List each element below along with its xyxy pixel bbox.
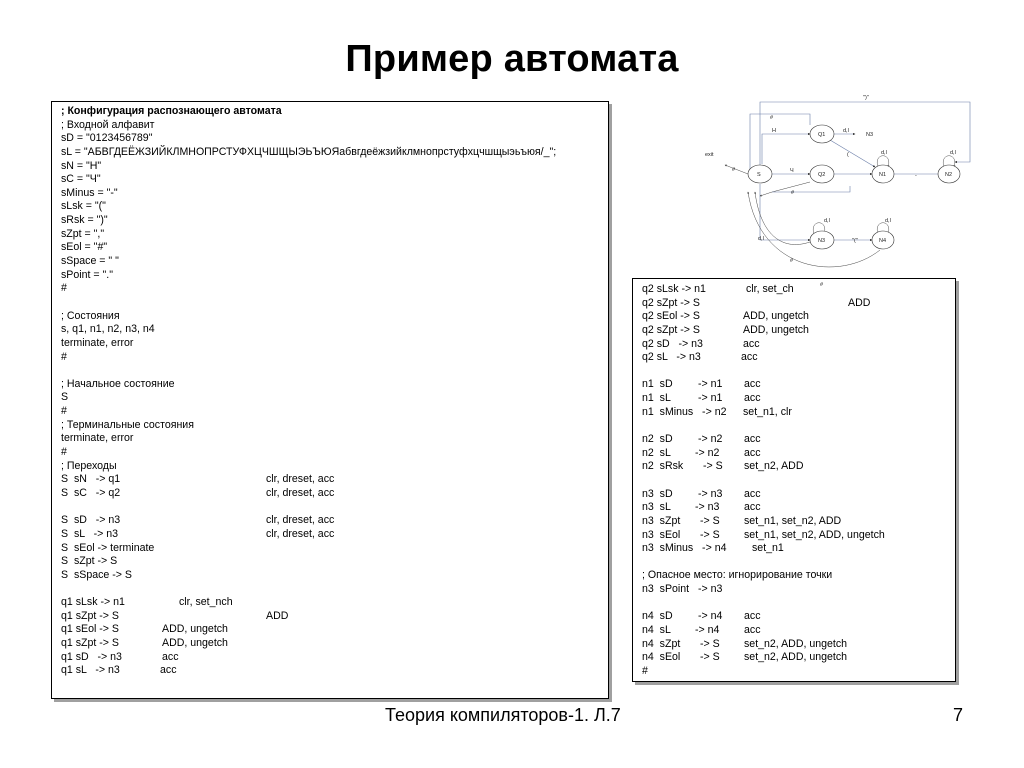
code-line: [61, 623, 556, 637]
code-text: q1 sZpt -> S: [61, 609, 119, 622]
code-text: q2 sLsk -> n1: [642, 283, 706, 295]
code-column-text: acc: [744, 392, 761, 405]
code-column-text: acc: [744, 446, 761, 459]
code-text: sRsk = ")": [61, 214, 108, 227]
code-text: sPoint = ".": [61, 268, 113, 281]
code-text: ; Переходы: [61, 459, 117, 472]
code-blank-line: [61, 364, 556, 378]
svg-text:#: #: [791, 190, 795, 196]
code-line: [642, 392, 832, 406]
svg-text:")": ")": [863, 95, 869, 101]
code-text: n1 sMinus -> n2: [642, 405, 727, 418]
code-line: [61, 651, 556, 665]
code-line: [642, 637, 848, 652]
config-code-panel: [51, 101, 609, 699]
code-column-text: -> n1: [698, 378, 723, 391]
code-line: [61, 132, 556, 146]
svg-text:d,l: d,l: [824, 218, 830, 224]
code-line: [61, 337, 556, 351]
slide-title: Пример автомата: [345, 38, 679, 80]
state-n1: [872, 165, 894, 183]
code-text: q2 sEol -> S: [642, 310, 701, 323]
code-column-text: acc: [744, 624, 761, 637]
code-column-text: -> n3: [698, 487, 723, 500]
code-column-text: ADD, ungetch: [162, 623, 228, 636]
code-text: S sD -> n3: [61, 514, 121, 527]
code-column-text: ADD, ungetch: [743, 323, 809, 336]
code-text: ; Входной алфавит: [61, 118, 155, 131]
state-q1: [810, 125, 834, 143]
code-text: ; Начальное состояние: [61, 377, 175, 390]
code-line: [61, 542, 556, 556]
code-text: sC = "Ч": [61, 173, 101, 186]
code-line: [61, 446, 556, 460]
code-text: q2 sZpt -> S: [642, 296, 700, 309]
code-text: #: [642, 664, 648, 677]
svg-text:#: #: [732, 167, 736, 173]
code-line: [61, 664, 556, 678]
code-line: [642, 296, 871, 311]
code-column-text: -> n3: [695, 501, 720, 514]
code-line: [61, 323, 556, 337]
code-text: S sL -> n3: [61, 527, 119, 540]
code-text: S sN -> q1: [61, 473, 121, 486]
code-line: [642, 610, 832, 624]
code-line: [61, 255, 556, 269]
svg-text:#: #: [820, 282, 824, 288]
code-column-text: -> S: [700, 651, 720, 664]
code-text: n3 sL: [642, 501, 671, 514]
state-q2: [810, 165, 834, 183]
code-blank-line: [642, 419, 832, 433]
code-text: terminate, error: [61, 336, 134, 349]
code-line: [61, 596, 556, 610]
code-line: [642, 310, 832, 324]
code-line: [61, 228, 556, 242]
svg-text:#: #: [770, 115, 774, 121]
code-line: [61, 514, 556, 528]
code-text: q1 sEol -> S: [61, 623, 120, 636]
code-text: n3 sEol: [642, 528, 681, 541]
svg-text:S: S: [757, 172, 761, 178]
code-column-text: set_n1: [752, 542, 784, 555]
svg-text:Ч: Ч: [790, 168, 794, 174]
transitions-code-listing: [642, 283, 885, 679]
code-line: [642, 665, 832, 679]
code-line: [61, 282, 556, 296]
config-code-listing: [61, 105, 556, 678]
code-column-text: acc: [160, 664, 177, 677]
code-line: [642, 569, 832, 583]
code-text: n2 sD: [642, 433, 673, 446]
code-column-text: -> n4: [698, 610, 723, 623]
code-column-text: set_n1, set_n2, ADD, ungetch: [744, 528, 885, 541]
code-text: sD = "0123456789": [61, 132, 153, 145]
code-line: [61, 391, 556, 405]
code-text: S sZpt -> S: [61, 555, 118, 568]
footer-course-title: Теория компиляторов-1. Л.7: [385, 705, 621, 725]
code-text: q2 sD -> n3: [642, 337, 703, 350]
code-text: sMinus = "-": [61, 186, 118, 199]
svg-text:-: -: [915, 173, 917, 179]
code-line: [61, 241, 556, 255]
code-line: [61, 119, 556, 133]
code-text: S: [61, 391, 69, 404]
code-blank-line: [61, 582, 556, 596]
code-column-text: set_n2, ADD: [744, 460, 804, 473]
code-line: [61, 351, 556, 365]
code-text: n4 sL: [642, 624, 671, 637]
svg-text:d,l: d,l: [758, 236, 764, 242]
code-text: q1 sLsk -> n1: [61, 596, 125, 609]
code-line: [642, 460, 832, 474]
code-line: [61, 473, 556, 487]
code-text: ; Конфигурация распознающего автомата: [61, 105, 282, 117]
code-blank-line: [642, 474, 832, 488]
svg-text:N2: N2: [945, 172, 953, 178]
code-text: n4 sZpt: [642, 637, 681, 650]
code-column-text: -> S: [703, 460, 723, 473]
svg-text:N1: N1: [879, 172, 887, 178]
code-line: [61, 200, 556, 214]
code-column-text: -> S: [700, 514, 720, 527]
code-column-text: ADD, ungetch: [743, 310, 809, 323]
svg-text:Q2: Q2: [818, 172, 826, 178]
code-column-text: clr, dreset, acc: [266, 514, 335, 527]
code-text: n1 sL: [642, 392, 671, 405]
code-column-text: set_n2, ADD, ungetch: [744, 651, 848, 664]
code-line: [642, 488, 832, 502]
code-text: ; Состояния: [61, 309, 120, 322]
code-text: n2 sRsk: [642, 460, 684, 473]
code-text: n4 sD: [642, 610, 673, 623]
code-column-text: -> n4: [695, 624, 720, 637]
code-text: n3 sZpt: [642, 514, 681, 527]
code-blank-line: [61, 501, 556, 515]
code-line: [642, 378, 832, 392]
code-text: #: [61, 282, 67, 295]
code-text: sLsk = "(": [61, 200, 106, 213]
code-line: [61, 310, 556, 324]
state-n2: [938, 165, 960, 183]
code-column-text: clr, set_ch: [746, 283, 794, 295]
code-column-text: set_n1, clr: [743, 405, 792, 418]
code-text: sEol = "#": [61, 241, 108, 254]
code-text: q2 sZpt -> S: [642, 323, 700, 336]
code-text: S sEol -> terminate: [61, 541, 155, 554]
code-blank-line: [61, 296, 556, 310]
code-line: [61, 487, 556, 501]
code-text: n2 sL: [642, 446, 671, 459]
code-line: [61, 378, 556, 392]
code-line: [61, 637, 556, 651]
code-line: [642, 433, 832, 447]
svg-text:Q1: Q1: [818, 132, 826, 138]
code-column-text: -> n1: [698, 392, 723, 405]
code-column-text: set_n2, ADD, ungetch: [744, 637, 848, 650]
code-text: n3 sD: [642, 487, 673, 500]
svg-text:d,l: d,l: [885, 218, 891, 224]
code-line: [642, 324, 832, 338]
code-line: [61, 173, 556, 187]
code-line: [642, 651, 848, 665]
diagram-edges: [725, 102, 970, 267]
svg-text:N4: N4: [879, 238, 887, 244]
code-line: [61, 160, 556, 174]
code-column-text: clr, dreset, acc: [266, 527, 335, 540]
code-text: S sSpace -> S: [61, 568, 132, 581]
code-line: [61, 105, 556, 119]
code-text: n1 sD: [642, 378, 673, 391]
code-column-text: acc: [744, 378, 761, 391]
code-column-text: set_n1, set_n2, ADD: [744, 514, 842, 527]
code-text: #: [61, 350, 67, 363]
code-column-text: acc: [744, 610, 761, 623]
code-column-text: acc: [743, 337, 760, 350]
code-text: ; Терминальные состояния: [61, 418, 194, 431]
code-line: [61, 460, 556, 474]
code-line: [642, 583, 832, 597]
code-line: [61, 419, 556, 433]
code-line: [642, 351, 832, 365]
code-line: [642, 624, 832, 638]
code-text: q2 sL -> n3: [642, 351, 701, 364]
code-blank-line: [642, 365, 832, 379]
code-column-text: acc: [162, 650, 179, 663]
svg-text:d,l: d,l: [843, 128, 849, 134]
code-text: sSpace = " ": [61, 255, 119, 268]
code-column-text: ADD: [848, 296, 871, 309]
svg-text:N3: N3: [818, 238, 826, 244]
code-column-text: -> S: [700, 528, 720, 541]
code-line: [642, 406, 832, 420]
state-s: [748, 165, 772, 183]
code-text: #: [61, 405, 67, 418]
code-text: q1 sD -> n3: [61, 650, 122, 663]
code-column-text: acc: [744, 487, 761, 500]
code-column-text: acc: [744, 433, 761, 446]
svg-text:N3: N3: [866, 132, 874, 138]
code-text: n3 sPoint -> n3: [642, 583, 723, 596]
svg-text:#: #: [790, 258, 794, 264]
code-column-text: ADD: [266, 609, 289, 622]
page-number: 7: [953, 705, 964, 725]
code-text: q1 sZpt -> S: [61, 636, 119, 649]
automaton-state-diagram: [700, 92, 975, 297]
code-line: [642, 528, 885, 543]
code-column-text: acc: [744, 501, 761, 514]
code-line: [61, 146, 556, 160]
code-line: [61, 187, 556, 201]
code-line: [61, 528, 556, 542]
code-column-text: ADD, ungetch: [162, 636, 228, 649]
svg-text:"(": "(": [852, 238, 858, 244]
code-blank-line: [642, 597, 832, 611]
code-text: s, q1, n1, n2, n3, n4: [61, 323, 155, 336]
code-line: [642, 447, 832, 461]
code-blank-line: [642, 556, 832, 570]
code-line: [642, 542, 832, 556]
code-line: [61, 405, 556, 419]
code-line: [61, 269, 556, 283]
code-column-text: clr, set_nch: [179, 596, 233, 609]
code-line: [642, 514, 842, 529]
code-line: [642, 338, 832, 352]
state-n3: [810, 231, 834, 249]
svg-text:d,l: d,l: [881, 150, 887, 156]
svg-text:exit: exit: [705, 152, 714, 158]
code-line: [61, 610, 556, 624]
code-line: [61, 555, 556, 569]
code-text: ; Опасное место: игнорирование точки: [642, 569, 833, 582]
code-text: #: [61, 446, 67, 459]
code-column-text: acc: [741, 351, 758, 364]
diagram-edge-labels: [705, 95, 956, 288]
code-text: sN = "Н": [61, 159, 102, 172]
code-line: [61, 432, 556, 446]
code-column-text: -> n2: [698, 433, 723, 446]
code-column-text: -> n2: [695, 446, 720, 459]
svg-text:d,l: d,l: [950, 150, 956, 156]
transitions-code-panel: [632, 278, 956, 682]
svg-text:Н: Н: [772, 128, 776, 134]
code-line: [642, 501, 832, 515]
svg-text:(: (: [847, 152, 849, 158]
code-text: sL = "АБВГДЕЁЖЗИЙКЛМНОПРСТУФХЦЧШЩЫЭЬЪЮЯабвгдеёжзийклмнопрстуфхцчшщыэьъюя/_";: [61, 145, 557, 158]
code-text: terminate, error: [61, 432, 134, 445]
code-text: q1 sL -> n3: [61, 664, 120, 677]
code-column-text: -> S: [700, 637, 720, 650]
code-text: S sC -> q2: [61, 486, 121, 499]
code-text: n3 sMinus -> n4: [642, 542, 727, 555]
code-line: [61, 569, 556, 583]
code-text: sZpt = ",": [61, 227, 105, 240]
code-column-text: clr, dreset, acc: [266, 486, 335, 499]
code-column-text: clr, dreset, acc: [266, 473, 335, 486]
code-text: n4 sEol: [642, 651, 681, 664]
code-line: [61, 214, 556, 228]
state-n4: [872, 231, 894, 249]
